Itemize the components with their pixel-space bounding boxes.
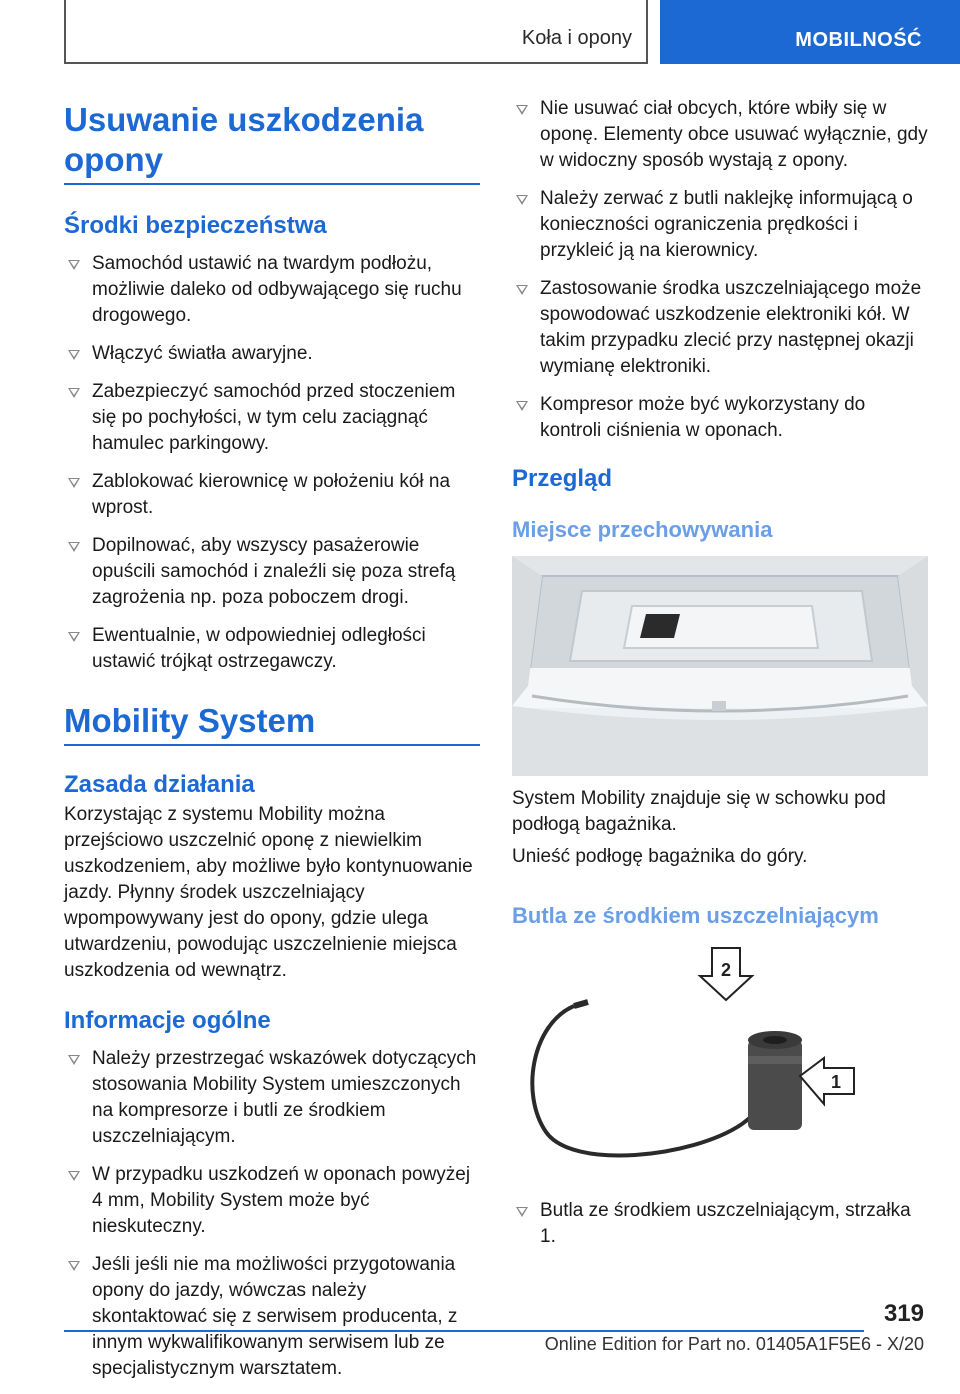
triangle-bullet-icon bbox=[516, 195, 528, 205]
list-item: Nie usuwać ciał obcych, które wbiły się w oponę. Elementy obce usuwać wyłącznie, gdy w widoczny sposób wystają z opony. bbox=[512, 96, 928, 174]
triangle-bullet-icon bbox=[68, 542, 80, 552]
list-item: Zastosowanie środka uszczelniającego może spowodować uszkodzenie elektroniki kół. W takim przypadku zlecić przy następnej okazji wymianę elektroniki. bbox=[512, 276, 928, 380]
triangle-bullet-icon bbox=[68, 1055, 80, 1065]
sealant-bottle-icon bbox=[748, 1031, 802, 1130]
list-item: Włączyć światła awaryjne. bbox=[64, 341, 480, 367]
triangle-bullet-icon bbox=[516, 285, 528, 295]
page-number: 319 bbox=[883, 1300, 924, 1327]
header-section-box bbox=[64, 0, 648, 64]
arrow-2-label: 2 bbox=[720, 960, 732, 980]
list-item: Należy przestrzegać wskazówek dotyczących stosowania Mobility System umieszczonych na kompresorze i butli ze środkiem uszczelniającym. bbox=[64, 1046, 480, 1150]
list-item: Dopilnować, aby wszyscy pasażerowie opuścili samochód i znaleźli się poza strefą zagrożenia np. poza poboczem drogi. bbox=[64, 533, 480, 611]
mobility-title-rule bbox=[64, 744, 480, 746]
triangle-bullet-icon bbox=[516, 105, 528, 115]
principle-text: Korzystając z systemu Mobility można przejściowo uszczelnić oponę z niewielkim uszkodzeniem, aby możliwe było kontynuowanie jazdy. Płynny środek uszczelniający wpompowywany jest do opony, gdzie ulega utwardzeniu, powodując uszczelnienie miejsca uszkodzenia od wewnątrz. bbox=[64, 804, 473, 981]
triangle-bullet-icon bbox=[68, 632, 80, 642]
storage-text-location: System Mobility znajduje się w schowku pod podłogą bagażnika. bbox=[512, 788, 886, 835]
list-item: Należy zerwać z butli naklejkę informującą o konieczności ograniczenia prędkości i przykleić ją na kierownicy. bbox=[512, 186, 928, 264]
list-item: W przypadku uszkodzeń w oponach powyżej 4 mm, Mobility System może być nieskuteczny. bbox=[64, 1162, 480, 1240]
storage-text-instruction: Unieść podłogę bagażnika do góry. bbox=[512, 846, 808, 867]
sealant-bottle-figure bbox=[512, 944, 928, 1184]
list-item: Butla ze środkiem uszczelniającym, strzałka 1. bbox=[512, 1198, 928, 1250]
header-chapter-tab bbox=[660, 0, 960, 64]
triangle-bullet-icon bbox=[516, 401, 528, 411]
header-chapter-label: MOBILNOŚĆ bbox=[795, 29, 922, 51]
title-rule bbox=[64, 183, 480, 185]
mobility-system-title: Mobility System bbox=[64, 702, 316, 739]
triangle-bullet-icon bbox=[68, 478, 80, 488]
storage-heading: Miejsce przechowywania bbox=[512, 517, 773, 542]
general-info-heading: Informacje ogólne bbox=[64, 1007, 271, 1034]
triangle-bullet-icon bbox=[68, 388, 80, 398]
list-item: Kompresor może być wykorzystany do kontroli ciśnienia w oponach. bbox=[512, 392, 928, 444]
triangle-bullet-icon bbox=[68, 1261, 80, 1271]
overview-heading: Przegląd bbox=[512, 465, 613, 492]
list-item: Samochód ustawić na twardym podłożu, możliwie daleko od odbywającego się ruchu drogowego. bbox=[64, 251, 480, 329]
list-item: Jeśli jeśli nie ma możliwości przygotowania opony do jazdy, wówczas należy skontaktować się z serwisem producenta, z innym wykwalifikowanym serwisem lub ze specjalistycznym warsztatem. bbox=[64, 1252, 480, 1382]
bottle-heading: Butla ze środkiem uszczelniającym bbox=[512, 903, 879, 928]
trunk-storage-photo bbox=[512, 556, 928, 776]
footer-rule bbox=[64, 1330, 864, 1332]
arrow-1-icon bbox=[800, 1058, 854, 1104]
arrow-1-label: 1 bbox=[830, 1072, 842, 1092]
list-item: Zablokować kierownicę w położeniu kół na wprost. bbox=[64, 469, 480, 521]
triangle-bullet-icon bbox=[68, 350, 80, 360]
page-title: Usuwanie uszkodzenia opony bbox=[64, 101, 424, 178]
general-info-list-continued bbox=[512, 96, 928, 444]
list-item: Zabezpieczyć samochód przed stoczeniem się po pochyłości, w tym celu zaciągnąć hamulec parkingowy. bbox=[64, 379, 480, 457]
header-section-title: Koła i opony bbox=[521, 27, 632, 49]
edition-note: Online Edition for Part no. 01405A1F5E6 - X/20 bbox=[544, 1334, 924, 1354]
arrow-2-icon bbox=[700, 948, 752, 1000]
principle-heading: Zasada działania bbox=[64, 771, 255, 798]
safety-heading: Środki bezpieczeństwa bbox=[64, 212, 327, 239]
safety-list bbox=[64, 251, 480, 675]
right-column bbox=[512, 96, 928, 1262]
list-item: Ewentualnie, w odpowiedniej odległości ustawić trójkąt ostrzegawczy. bbox=[64, 623, 480, 675]
triangle-bullet-icon bbox=[68, 1171, 80, 1181]
bottle-list bbox=[512, 1198, 928, 1250]
left-column bbox=[64, 100, 480, 1394]
triangle-bullet-icon bbox=[516, 1207, 528, 1217]
triangle-bullet-icon bbox=[68, 260, 80, 270]
